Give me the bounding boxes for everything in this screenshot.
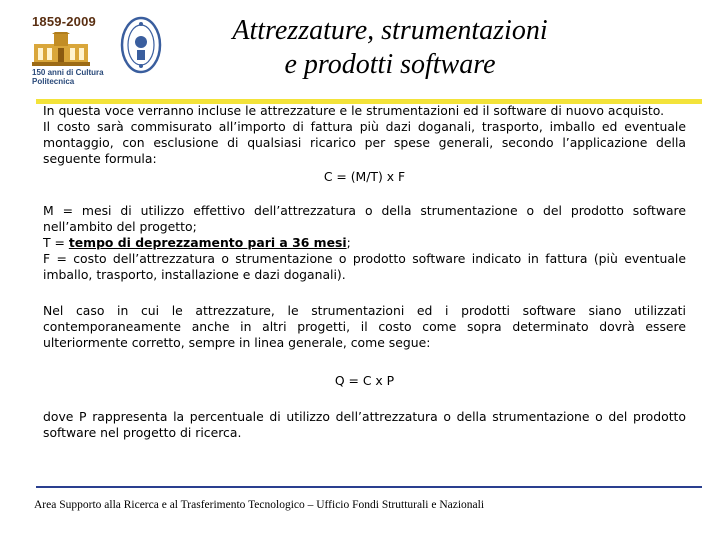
footer-divider: [36, 486, 702, 488]
footer-text: Area Supporto alla Ricerca e al Trasferimento Tecnologico – Ufficio Fondi Strutturali e Nazionali: [34, 499, 485, 511]
formula-cost: C = (M/T) x F: [323, 169, 406, 184]
slide-body: [43, 103, 686, 441]
university-seal-icon: [120, 16, 162, 74]
title-line-2: e prodotti software: [284, 49, 496, 80]
definition-m: M = mesi di utilizzo effettivo dell’attrezzatura o della strumentazione o del prodotto software nell’ambito del progetto;: [43, 203, 686, 234]
definition-t-prefix: T =: [43, 235, 69, 250]
intro-paragraph: In questa voce verranno incluse le attrezzature e le strumentazioni ed il software di nuovo acquisto.: [43, 103, 665, 118]
cost-paragraph: Il costo sarà commisurato all’importo di fattura più dazi doganali, trasporto, imballo ed eventuale montaggio, con esclusione di qualsiasi ricarico per spese generali, secondo l’applicazione della seguente formula:: [43, 119, 686, 166]
building-icon: [32, 32, 90, 66]
shared-use-paragraph: Nel caso in cui le attrezzature, le strumentazioni ed i prodotti software siano utilizzati contemporaneamente anche in altri progetti, il costo come sopra determinato dovrà essere ulteriormente corretto, sempre in linea generale, come segue:: [43, 303, 686, 350]
definition-t: [43, 235, 686, 251]
definition-f: F = costo dell’attrezzatura o strumentazione o prodotto software indicato in fattura (più eventuale imballo, trasporto, installazione e dazi doganali).: [43, 251, 686, 282]
slide-title: [170, 14, 610, 82]
definition-t-suffix: ;: [346, 235, 351, 250]
depreciation-period: tempo di deprezzamento pari a 36 mesi: [68, 235, 347, 250]
logo-year: 1859-2009: [32, 14, 96, 29]
formula-correction: Q = C x P: [334, 373, 395, 388]
logo-caption: 150 anni di Cultura Politecnica: [32, 68, 104, 86]
title-line-1: Attrezzature, strumentazioni: [232, 15, 548, 46]
percentage-paragraph: dove P rappresenta la percentuale di utilizzo dell’attrezzatura o della strumentazione o del prodotto software nel progetto di ricerca.: [43, 409, 686, 440]
anniversary-logo: [28, 12, 168, 90]
